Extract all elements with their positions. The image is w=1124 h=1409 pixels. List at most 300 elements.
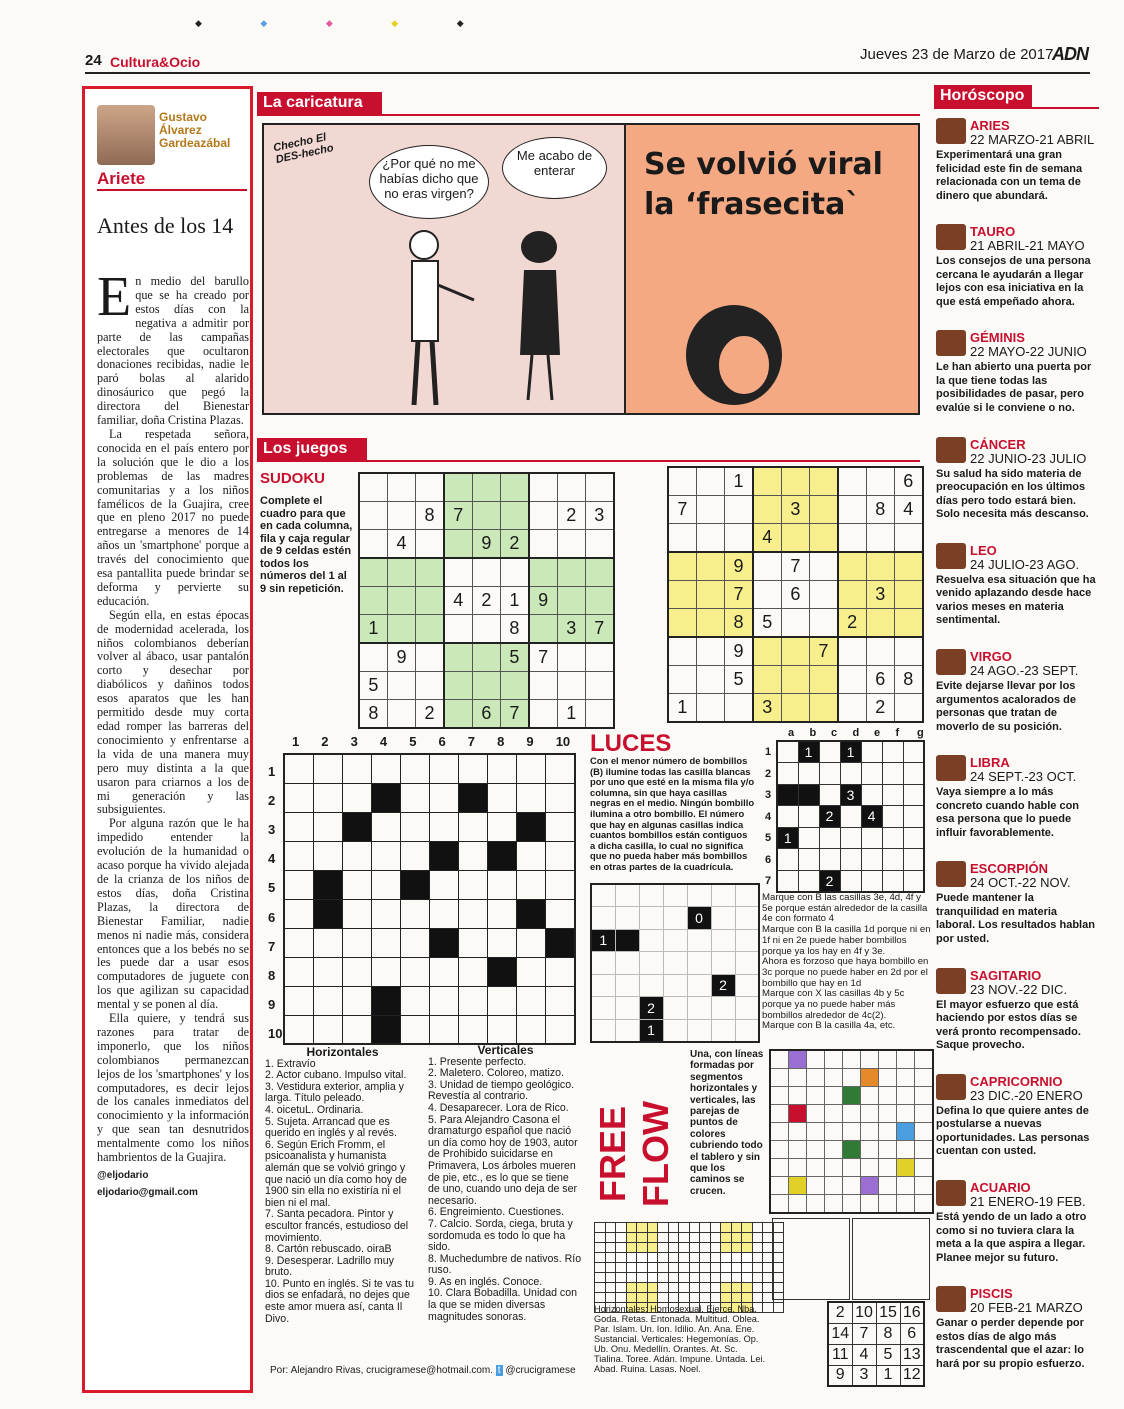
luces-puzzle-cell[interactable] <box>735 974 759 997</box>
luces-puzzle-cell[interactable]: 0 <box>687 907 711 930</box>
sudoku-cell[interactable] <box>668 467 696 495</box>
luces-puzzle-cell[interactable] <box>615 997 639 1020</box>
crossword-cell[interactable] <box>284 870 313 899</box>
crossword-cell[interactable] <box>313 754 342 783</box>
sudoku-cell[interactable] <box>529 501 557 529</box>
sudoku-cell[interactable] <box>529 473 557 501</box>
crossword-cell[interactable] <box>400 928 429 957</box>
sudoku-cell[interactable]: 4 <box>753 524 781 552</box>
crossword-cell[interactable] <box>342 928 371 957</box>
sudoku-cell[interactable] <box>557 643 585 671</box>
sudoku-cell[interactable] <box>557 473 585 501</box>
freeflow-cell[interactable] <box>860 1050 878 1068</box>
crossword-cell[interactable] <box>546 841 575 870</box>
sudoku-cell[interactable] <box>387 614 415 642</box>
sudoku-cell[interactable] <box>809 495 837 523</box>
sudoku-cell[interactable] <box>416 614 444 642</box>
sudoku-cell[interactable] <box>781 637 809 665</box>
sudoku-cell[interactable] <box>585 586 613 614</box>
crossword-cell[interactable] <box>459 812 488 841</box>
sudoku-cell[interactable] <box>894 552 922 580</box>
crossword-cell[interactable] <box>429 928 458 957</box>
sudoku-cell[interactable]: 6 <box>472 699 500 727</box>
sudoku-cell[interactable] <box>529 558 557 586</box>
luces-puzzle-cell[interactable] <box>711 952 735 975</box>
sudoku-cell[interactable] <box>894 637 922 665</box>
luces-puzzle-cell[interactable] <box>639 884 663 907</box>
sudoku-cell[interactable]: 7 <box>444 501 472 529</box>
crossword-cell[interactable] <box>400 754 429 783</box>
sudoku-cell[interactable] <box>866 608 894 636</box>
sudoku-cell[interactable]: 2 <box>838 608 866 636</box>
crossword-cell[interactable] <box>546 986 575 1015</box>
freeflow-cell[interactable] <box>824 1050 842 1068</box>
sudoku-cell[interactable] <box>472 671 500 699</box>
sudoku-cell[interactable] <box>557 530 585 558</box>
crossword-cell[interactable] <box>400 899 429 928</box>
luces-puzzle-cell[interactable] <box>735 929 759 952</box>
luces-puzzle-cell[interactable] <box>615 884 639 907</box>
crossword-cell[interactable] <box>284 783 313 812</box>
sudoku-cell[interactable] <box>359 643 387 671</box>
sudoku-cell[interactable]: 2 <box>500 530 528 558</box>
crossword-cell[interactable] <box>488 986 517 1015</box>
crossword-cell[interactable] <box>313 928 342 957</box>
freeflow-cell[interactable] <box>915 1050 933 1068</box>
sudoku-cell[interactable]: 7 <box>668 495 696 523</box>
sudoku-cell[interactable] <box>696 637 724 665</box>
crossword-cell[interactable] <box>517 812 546 841</box>
crossword-cell[interactable] <box>371 1015 400 1044</box>
sudoku-cell[interactable] <box>809 552 837 580</box>
freeflow-cell[interactable] <box>770 1122 788 1140</box>
sudoku-cell[interactable] <box>838 693 866 721</box>
freeflow-cell[interactable] <box>879 1068 897 1086</box>
crossword-cell[interactable] <box>429 870 458 899</box>
freeflow-cell[interactable] <box>770 1068 788 1086</box>
freeflow-cell[interactable] <box>788 1122 806 1140</box>
sudoku-cell[interactable]: 1 <box>500 586 528 614</box>
sudoku-cell[interactable] <box>444 699 472 727</box>
sudoku-cell[interactable] <box>894 524 922 552</box>
crossword-cell[interactable] <box>313 812 342 841</box>
sudoku-cell[interactable]: 3 <box>781 495 809 523</box>
freeflow-cell[interactable] <box>788 1050 806 1068</box>
luces-puzzle-cell[interactable] <box>687 929 711 952</box>
luces-puzzle-cell[interactable] <box>735 907 759 930</box>
freeflow-cell[interactable] <box>897 1104 915 1122</box>
sudoku-cell[interactable] <box>725 495 753 523</box>
crossword-cell[interactable] <box>342 812 371 841</box>
sudoku-cell[interactable] <box>809 608 837 636</box>
luces-puzzle-cell[interactable] <box>663 997 687 1020</box>
sudoku-cell[interactable] <box>809 693 837 721</box>
luces-puzzle-cell[interactable] <box>687 1019 711 1042</box>
sudoku-cell[interactable] <box>359 530 387 558</box>
sudoku-cell[interactable] <box>359 586 387 614</box>
freeflow-cell[interactable] <box>806 1177 824 1195</box>
sudoku-cell[interactable]: 7 <box>529 643 557 671</box>
sudoku-cell[interactable] <box>696 665 724 693</box>
sudoku-cell[interactable] <box>838 524 866 552</box>
sudoku-cell[interactable]: 3 <box>866 580 894 608</box>
luces-puzzle-cell[interactable] <box>639 907 663 930</box>
sudoku-grid-1[interactable] <box>358 472 615 729</box>
sudoku-cell[interactable] <box>444 643 472 671</box>
sudoku-cell[interactable] <box>725 524 753 552</box>
freeflow-cell[interactable] <box>806 1140 824 1158</box>
freeflow-cell[interactable] <box>824 1140 842 1158</box>
crossword-cell[interactable] <box>284 986 313 1015</box>
crossword-cell[interactable] <box>546 870 575 899</box>
luces-puzzle-cell[interactable] <box>591 974 615 997</box>
sudoku-cell[interactable] <box>585 558 613 586</box>
freeflow-cell[interactable] <box>806 1195 824 1213</box>
freeflow-cell[interactable] <box>915 1140 933 1158</box>
sudoku-cell[interactable]: 1 <box>359 614 387 642</box>
crossword-cell[interactable] <box>284 928 313 957</box>
sudoku-cell[interactable] <box>753 495 781 523</box>
luces-puzzle-cell[interactable] <box>663 884 687 907</box>
sudoku-cell[interactable] <box>585 671 613 699</box>
sudoku-cell[interactable] <box>416 643 444 671</box>
crossword-cell[interactable] <box>313 899 342 928</box>
luces-puzzle-cell[interactable] <box>639 952 663 975</box>
sudoku-cell[interactable] <box>387 473 415 501</box>
sudoku-cell[interactable] <box>753 467 781 495</box>
crossword-cell[interactable] <box>371 986 400 1015</box>
sudoku-cell[interactable]: 7 <box>725 580 753 608</box>
crossword-cell[interactable] <box>517 986 546 1015</box>
luces-puzzle-cell[interactable] <box>711 907 735 930</box>
crossword-cell[interactable] <box>546 812 575 841</box>
sudoku-cell[interactable] <box>444 671 472 699</box>
freeflow-cell[interactable] <box>770 1086 788 1104</box>
sudoku-cell[interactable] <box>866 524 894 552</box>
crossword-cell[interactable] <box>400 870 429 899</box>
sudoku-cell[interactable]: 8 <box>359 699 387 727</box>
crossword-cell[interactable] <box>284 899 313 928</box>
sudoku-cell[interactable] <box>444 558 472 586</box>
sudoku-cell[interactable]: 1 <box>725 467 753 495</box>
luces-puzzle-cell[interactable] <box>591 907 615 930</box>
crossword-cell[interactable] <box>488 957 517 986</box>
freeflow-cell[interactable] <box>842 1140 860 1158</box>
sudoku-cell[interactable] <box>696 693 724 721</box>
crossword-cell[interactable] <box>488 928 517 957</box>
sudoku-cell[interactable] <box>529 699 557 727</box>
freeflow-cell[interactable] <box>770 1140 788 1158</box>
sudoku-cell[interactable] <box>472 501 500 529</box>
sudoku-cell[interactable]: 1 <box>557 699 585 727</box>
crossword-grid[interactable] <box>283 753 576 1045</box>
crossword-cell[interactable] <box>517 783 546 812</box>
crossword-cell[interactable] <box>371 899 400 928</box>
freeflow-cell[interactable] <box>842 1177 860 1195</box>
crossword-cell[interactable] <box>459 928 488 957</box>
freeflow-cell[interactable] <box>788 1195 806 1213</box>
sudoku-cell[interactable]: 7 <box>585 614 613 642</box>
sudoku-cell[interactable]: 6 <box>894 467 922 495</box>
freeflow-cell[interactable] <box>879 1104 897 1122</box>
crossword-cell[interactable] <box>342 899 371 928</box>
crossword-cell[interactable] <box>459 957 488 986</box>
sudoku-cell[interactable] <box>753 665 781 693</box>
crossword-cell[interactable] <box>342 870 371 899</box>
luces-puzzle-cell[interactable] <box>735 1019 759 1042</box>
freeflow-cell[interactable] <box>806 1068 824 1086</box>
crossword-cell[interactable] <box>517 754 546 783</box>
crossword-cell[interactable] <box>488 812 517 841</box>
sudoku-cell[interactable] <box>838 467 866 495</box>
freeflow-cell[interactable] <box>860 1086 878 1104</box>
sudoku-cell[interactable]: 5 <box>359 671 387 699</box>
sudoku-cell[interactable]: 5 <box>500 643 528 671</box>
sudoku-cell[interactable] <box>696 552 724 580</box>
crossword-cell[interactable] <box>488 754 517 783</box>
crossword-cell[interactable] <box>371 928 400 957</box>
luces-puzzle-cell[interactable] <box>735 884 759 907</box>
sudoku-cell[interactable]: 6 <box>866 665 894 693</box>
crossword-cell[interactable] <box>313 783 342 812</box>
freeflow-cell[interactable] <box>915 1195 933 1213</box>
author-handle[interactable]: @eljodario <box>97 1170 149 1181</box>
freeflow-cell[interactable] <box>915 1068 933 1086</box>
crossword-cell[interactable] <box>517 870 546 899</box>
crossword-cell[interactable] <box>517 957 546 986</box>
freeflow-cell[interactable] <box>824 1195 842 1213</box>
freeflow-cell[interactable] <box>879 1122 897 1140</box>
sudoku-cell[interactable]: 4 <box>387 530 415 558</box>
luces-puzzle-cell[interactable] <box>663 907 687 930</box>
sudoku-cell[interactable] <box>753 580 781 608</box>
sudoku-cell[interactable] <box>866 637 894 665</box>
sudoku-cell[interactable]: 7 <box>781 552 809 580</box>
luces-puzzle-cell[interactable] <box>735 952 759 975</box>
sudoku-cell[interactable] <box>387 586 415 614</box>
luces-puzzle-cell[interactable] <box>615 1019 639 1042</box>
freeflow-cell[interactable] <box>824 1104 842 1122</box>
sudoku-cell[interactable] <box>696 467 724 495</box>
sudoku-cell[interactable]: 8 <box>866 495 894 523</box>
sudoku-cell[interactable] <box>500 501 528 529</box>
sudoku-cell[interactable] <box>472 558 500 586</box>
freeflow-cell[interactable] <box>824 1068 842 1086</box>
sudoku-cell[interactable] <box>725 693 753 721</box>
crossword-cell[interactable] <box>313 1015 342 1044</box>
luces-puzzle-cell[interactable] <box>687 884 711 907</box>
sudoku-cell[interactable] <box>557 558 585 586</box>
luces-puzzle-cell[interactable] <box>711 997 735 1020</box>
sudoku-cell[interactable] <box>387 699 415 727</box>
crossword-cell[interactable] <box>313 870 342 899</box>
freeflow-cell[interactable] <box>842 1159 860 1177</box>
crossword-cell[interactable] <box>342 783 371 812</box>
sudoku-cell[interactable] <box>557 586 585 614</box>
sudoku-cell[interactable] <box>753 637 781 665</box>
sudoku-cell[interactable] <box>838 580 866 608</box>
sudoku-cell[interactable] <box>838 495 866 523</box>
freeflow-cell[interactable] <box>860 1159 878 1177</box>
freeflow-cell[interactable] <box>897 1050 915 1068</box>
crossword-cell[interactable] <box>517 1015 546 1044</box>
crossword-cell[interactable] <box>400 812 429 841</box>
sudoku-cell[interactable]: 7 <box>809 637 837 665</box>
luces-puzzle-cell[interactable] <box>615 907 639 930</box>
freeflow-cell[interactable] <box>915 1104 933 1122</box>
crossword-cell[interactable] <box>400 841 429 870</box>
crossword-cell[interactable] <box>284 1015 313 1044</box>
sudoku-cell[interactable] <box>696 495 724 523</box>
sudoku-cell[interactable]: 2 <box>416 699 444 727</box>
freeflow-cell[interactable] <box>770 1159 788 1177</box>
sudoku-cell[interactable]: 3 <box>585 501 613 529</box>
luces-puzzle-cell[interactable] <box>615 952 639 975</box>
crossword-cell[interactable] <box>546 754 575 783</box>
sudoku-cell[interactable]: 9 <box>529 586 557 614</box>
crossword-cell[interactable] <box>488 783 517 812</box>
sudoku-cell[interactable] <box>838 552 866 580</box>
luces-puzzle-cell[interactable] <box>591 1019 615 1042</box>
luces-puzzle-cell[interactable] <box>615 974 639 997</box>
freeflow-cell[interactable] <box>824 1177 842 1195</box>
freeflow-cell[interactable] <box>788 1086 806 1104</box>
sudoku-cell[interactable]: 2 <box>557 501 585 529</box>
luces-puzzle-cell[interactable] <box>711 929 735 952</box>
freeflow-cell[interactable] <box>788 1140 806 1158</box>
sudoku-cell[interactable] <box>585 699 613 727</box>
crossword-cell[interactable] <box>429 754 458 783</box>
crossword-cell[interactable] <box>284 812 313 841</box>
luces-puzzle-cell[interactable] <box>687 997 711 1020</box>
sudoku-cell[interactable] <box>838 637 866 665</box>
sudoku-cell[interactable] <box>696 608 724 636</box>
freeflow-cell[interactable] <box>897 1159 915 1177</box>
luces-puzzle-cell[interactable] <box>663 929 687 952</box>
crossword-cell[interactable] <box>546 783 575 812</box>
sudoku-cell[interactable]: 8 <box>500 614 528 642</box>
crossword-cell[interactable] <box>546 928 575 957</box>
freeflow-cell[interactable] <box>842 1068 860 1086</box>
sudoku-cell[interactable]: 6 <box>781 580 809 608</box>
crossword-cell[interactable] <box>488 899 517 928</box>
freeflow-cell[interactable] <box>879 1159 897 1177</box>
freeflow-cell[interactable] <box>806 1104 824 1122</box>
crossword-cell[interactable] <box>488 870 517 899</box>
crossword-cell[interactable] <box>371 957 400 986</box>
freeflow-cell[interactable] <box>860 1122 878 1140</box>
sudoku-cell[interactable] <box>696 580 724 608</box>
freeflow-cell[interactable] <box>806 1122 824 1140</box>
crossword-cell[interactable] <box>429 986 458 1015</box>
luces-puzzle-cell[interactable] <box>687 974 711 997</box>
crossword-cell[interactable] <box>429 1015 458 1044</box>
sudoku-cell[interactable] <box>781 693 809 721</box>
crossword-cell[interactable] <box>342 957 371 986</box>
freeflow-cell[interactable] <box>842 1195 860 1213</box>
sudoku-cell[interactable]: 2 <box>866 693 894 721</box>
sudoku-cell[interactable] <box>866 552 894 580</box>
freeflow-cell[interactable] <box>915 1159 933 1177</box>
crossword-cell[interactable] <box>371 841 400 870</box>
author-email[interactable]: eljodario@gmail.com <box>97 1187 198 1198</box>
freeflow-cell[interactable] <box>897 1177 915 1195</box>
sudoku-cell[interactable] <box>809 524 837 552</box>
luces-puzzle-cell[interactable] <box>639 929 663 952</box>
sudoku-cell[interactable] <box>416 558 444 586</box>
crossword-cell[interactable] <box>429 899 458 928</box>
freeflow-cell[interactable] <box>842 1050 860 1068</box>
sudoku-cell[interactable] <box>668 637 696 665</box>
freeflow-cell[interactable] <box>879 1140 897 1158</box>
freeflow-cell[interactable] <box>879 1195 897 1213</box>
luces-puzzle-cell[interactable] <box>687 952 711 975</box>
crossword-cell[interactable] <box>459 754 488 783</box>
sudoku-cell[interactable] <box>500 671 528 699</box>
freeflow-cell[interactable] <box>770 1195 788 1213</box>
freeflow-cell[interactable] <box>824 1159 842 1177</box>
sudoku-cell[interactable] <box>894 693 922 721</box>
sudoku-cell[interactable]: 9 <box>387 643 415 671</box>
sudoku-cell[interactable]: 7 <box>500 699 528 727</box>
sudoku-cell[interactable] <box>387 501 415 529</box>
sudoku-cell[interactable] <box>444 614 472 642</box>
sudoku-cell[interactable] <box>809 467 837 495</box>
sudoku-cell[interactable]: 9 <box>725 552 753 580</box>
luces-puzzle-cell[interactable] <box>711 884 735 907</box>
crossword-cell[interactable] <box>429 812 458 841</box>
crossword-cell[interactable] <box>459 986 488 1015</box>
freeflow-cell[interactable] <box>824 1122 842 1140</box>
sudoku-cell[interactable] <box>894 608 922 636</box>
freeflow-cell[interactable] <box>879 1050 897 1068</box>
crossword-cell[interactable] <box>284 957 313 986</box>
crossword-cell[interactable] <box>459 899 488 928</box>
crossword-twitter[interactable]: @crucigramese <box>505 1365 576 1376</box>
sudoku-cell[interactable] <box>359 558 387 586</box>
freeflow-cell[interactable] <box>897 1195 915 1213</box>
luces-puzzle-cell[interactable] <box>735 997 759 1020</box>
crossword-cell[interactable] <box>459 870 488 899</box>
crossword-cell[interactable] <box>459 1015 488 1044</box>
crossword-cell[interactable] <box>429 957 458 986</box>
sudoku-cell[interactable] <box>444 530 472 558</box>
sudoku-cell[interactable] <box>500 558 528 586</box>
crossword-cell[interactable] <box>429 841 458 870</box>
sudoku-cell[interactable] <box>753 552 781 580</box>
luces-puzzle-cell[interactable]: 2 <box>639 997 663 1020</box>
sudoku-cell[interactable]: 3 <box>557 614 585 642</box>
freeflow-cell[interactable] <box>842 1122 860 1140</box>
crossword-cell[interactable] <box>371 754 400 783</box>
luces-puzzle-cell[interactable] <box>663 1019 687 1042</box>
sudoku-cell[interactable] <box>809 665 837 693</box>
sudoku-grid-2[interactable] <box>667 466 924 723</box>
luces-puzzle-cell[interactable]: 1 <box>591 929 615 952</box>
crossword-cell[interactable] <box>517 841 546 870</box>
luces-puzzle-cell[interactable]: 1 <box>639 1019 663 1042</box>
crossword-cell[interactable] <box>284 754 313 783</box>
luces-puzzle-cell[interactable] <box>591 997 615 1020</box>
freeflow-cell[interactable] <box>806 1159 824 1177</box>
sudoku-cell[interactable] <box>585 530 613 558</box>
luces-puzzle-cell[interactable] <box>663 974 687 997</box>
sudoku-cell[interactable] <box>359 473 387 501</box>
freeflow-cell[interactable] <box>788 1177 806 1195</box>
sudoku-cell[interactable]: 8 <box>416 501 444 529</box>
sudoku-cell[interactable] <box>781 467 809 495</box>
sudoku-cell[interactable] <box>557 671 585 699</box>
